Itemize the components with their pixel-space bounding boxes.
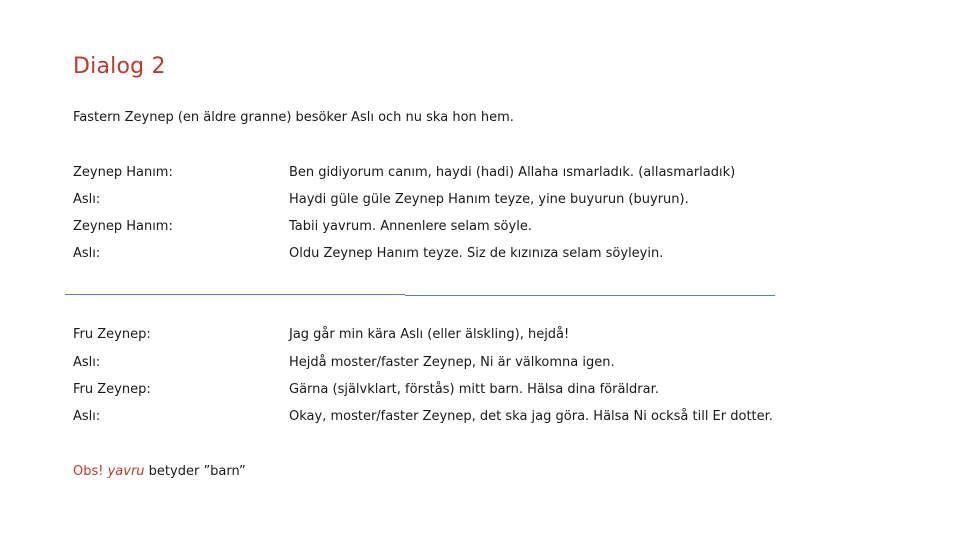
dialog-line: Haydi güle güle Zeynep Hanım teyze, yine buyurun (buyrun). bbox=[289, 192, 689, 207]
dialog-line: Tabii yavrum. Annenlere selam söyle. bbox=[289, 219, 532, 234]
speaker-name: Aslı: bbox=[73, 192, 101, 207]
dialog-line: Ben gidiyorum canım, haydi (hadi) Allaha ısmarladık. (allasmarladık) bbox=[289, 165, 736, 180]
note-word: yavru bbox=[107, 464, 145, 479]
note-text: betyder ”barn” bbox=[144, 464, 246, 479]
speaker-name: Aslı: bbox=[73, 409, 101, 424]
speaker-name: Aslı: bbox=[73, 355, 101, 370]
intro-text: Fastern Zeynep (en äldre granne) besöker Aslı och nu ska hon hem. bbox=[73, 110, 514, 125]
dialog-line: Hejdå moster/faster Zeynep, Ni är välkomna igen. bbox=[289, 355, 615, 370]
dialog-line: Okay, moster/faster Zeynep, det ska jag göra. Hälsa Ni också till Er dotter. bbox=[289, 409, 773, 424]
speaker-name: Zeynep Hanım: bbox=[73, 165, 173, 180]
speaker-name: Fru Zeynep: bbox=[73, 382, 151, 397]
note-obs-label: Obs! bbox=[73, 464, 104, 479]
dialog-line: Jag går min kära Aslı (eller älskling), hejdå! bbox=[289, 327, 570, 342]
speaker-name: Fru Zeynep: bbox=[73, 327, 151, 342]
dialog-line: Oldu Zeynep Hanım teyze. Siz de kızınıza selam söyleyin. bbox=[289, 246, 664, 261]
speaker-name: Aslı: bbox=[73, 246, 101, 261]
section-divider bbox=[65, 294, 405, 295]
dialog-line: Gärna (självklart, förstås) mitt barn. Hälsa dina föräldrar. bbox=[289, 382, 659, 397]
speaker-name: Zeynep Hanım: bbox=[73, 219, 173, 234]
vocabulary-note bbox=[73, 464, 246, 479]
section-divider bbox=[405, 295, 775, 296]
slide-title: Dialog 2 bbox=[73, 54, 166, 79]
